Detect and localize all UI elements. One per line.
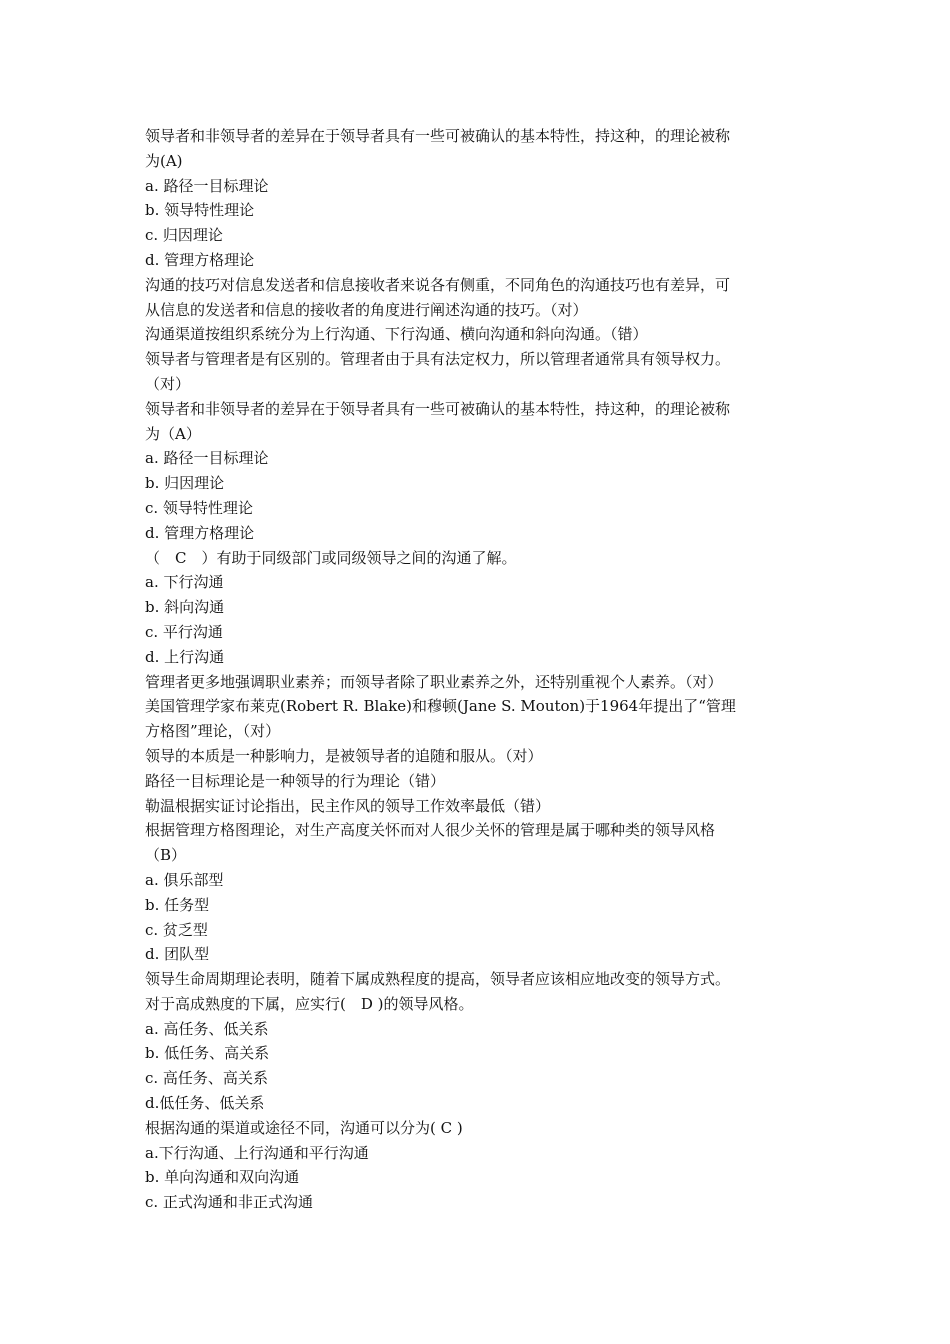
question-13-option-c: c. 高任务、高关系 bbox=[145, 1069, 268, 1088]
question-6: （ C ）有助于同级部门或同级领导之间的沟通了解。 bbox=[145, 548, 517, 567]
question-13-option-a: a. 高任务、低关系 bbox=[145, 1019, 269, 1038]
question-6-option-a: a. 下行沟通 bbox=[145, 573, 224, 592]
question-13-line-2: 对于高成熟度的下属，应实行( D )的领导风格。 bbox=[145, 994, 474, 1013]
question-1-option-b: b. 领导特性理论 bbox=[145, 201, 255, 220]
question-1-line-1: 领导者和非领导者的差异在于领导者具有一些可被确认的基本特性，持这种，的理论被称 bbox=[145, 127, 731, 145]
statement-11: 勒温根据实证讨论指出，民主作风的领导工作效率最低（错） bbox=[145, 796, 551, 815]
question-12-option-d: d. 团队型 bbox=[145, 945, 210, 964]
statement-4-line-1: 领导者与管理者是有区别的。管理者由于具有法定权力，所以管理者通常具有领导权力。 bbox=[145, 350, 731, 369]
statement-3: 沟通渠道按组织系统分为上行沟通、下行沟通、横向沟通和斜向沟通。（错） bbox=[145, 325, 648, 344]
question-1-option-c: c. 归因理论 bbox=[145, 226, 223, 245]
question-6-option-b: b. 斜向沟通 bbox=[145, 598, 225, 617]
statement-2-line-1: 沟通的技巧对信息发送者和信息接收者来说各有侧重，不同角色的沟通技巧也有差异，可 bbox=[145, 275, 731, 294]
question-5-option-c: c. 领导特性理论 bbox=[145, 498, 253, 517]
question-14-option-c: c. 正式沟通和非正式沟通 bbox=[145, 1193, 313, 1212]
statement-2-line-2: 从信息的发送者和信息的接收者的角度进行阐述沟通的技巧。（对） bbox=[145, 300, 588, 319]
question-5-option-b: b. 归因理论 bbox=[145, 474, 225, 493]
question-14: 根据沟通的渠道或途径不同，沟通可以分为( C ) bbox=[145, 1118, 463, 1137]
question-5-line-1: 领导者和非领导者的差异在于领导者具有一些可被确认的基本特性，持这种，的理论被称 bbox=[145, 399, 731, 418]
question-12-option-a: a. 俱乐部型 bbox=[145, 870, 224, 889]
statement-9: 领导的本质是一种影响力，是被领导者的追随和服从。（对） bbox=[145, 746, 543, 765]
question-12-option-c: c. 贫乏型 bbox=[145, 920, 208, 939]
question-6-option-d: d. 上行沟通 bbox=[145, 647, 225, 666]
question-1-option-a: a. 路径一目标理论 bbox=[145, 176, 269, 195]
statement-8-line-2: 方格图”理论，（对） bbox=[145, 722, 281, 741]
question-6-option-c: c. 平行沟通 bbox=[145, 622, 223, 641]
question-12-line-1: 根据管理方格图理论，对生产高度关怀而对人很少关怀的管理是属于哪种类的领导风格 bbox=[145, 821, 716, 840]
question-13-option-b: b. 低任务、高关系 bbox=[145, 1044, 270, 1063]
question-5-option-a: a. 路径一目标理论 bbox=[145, 449, 269, 468]
question-14-option-b: b. 单向沟通和双向沟通 bbox=[145, 1168, 300, 1187]
statement-4-line-2: （对） bbox=[145, 374, 191, 393]
question-1-option-d: d. 管理方格理论 bbox=[145, 250, 255, 269]
question-14-option-a: a.下行沟通、上行沟通和平行沟通 bbox=[145, 1143, 369, 1162]
question-12-option-b: b. 任务型 bbox=[145, 895, 210, 914]
statement-10: 路径一目标理论是一种领导的行为理论（错） bbox=[145, 771, 446, 790]
question-5-line-2: 为（A） bbox=[145, 424, 201, 443]
question-1-line-2: 为(A) bbox=[145, 151, 183, 170]
statement-8-line-1: 美国管理学家布莱克(Robert R. Blake)和穆顿(Jane S. Mouton)于1964年提出了“管理 bbox=[145, 697, 736, 716]
question-12-line-2: （B） bbox=[145, 846, 187, 865]
question-13-option-d: d.低任务、低关系 bbox=[145, 1094, 265, 1113]
statement-7: 管理者更多地强调职业素养；而领导者除了职业素养之外，还特别重视个人素养。（对） bbox=[145, 672, 723, 691]
document-page bbox=[145, 124, 815, 1215]
question-13-line-1: 领导生命周期理论表明，随着下属成熟程度的提高，领导者应该相应地改变的领导方式。 bbox=[145, 970, 731, 989]
question-5-option-d: d. 管理方格理论 bbox=[145, 523, 255, 542]
